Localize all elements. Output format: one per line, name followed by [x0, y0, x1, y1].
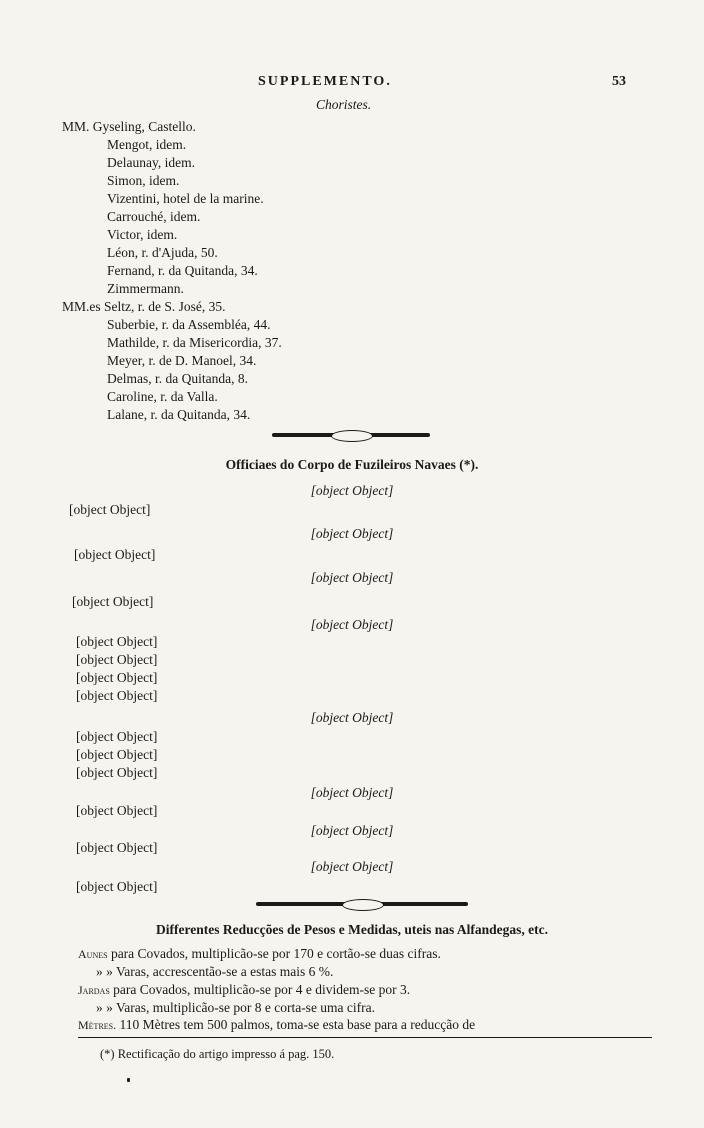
choristes-heading: Choristes.	[316, 97, 372, 112]
chorist-line: MM. Gyseling, Castello.	[62, 119, 196, 134]
ditto-marks: » »	[96, 1000, 113, 1015]
page-number: 53	[612, 74, 626, 89]
chorist-line: MM.es Seltz, r. de S. José, 35.	[62, 299, 226, 314]
reduction-line	[96, 1000, 375, 1016]
officer-line: [object Object]	[76, 765, 158, 780]
reduction-text: Varas, accrescentão-se a estas mais 6 %.	[112, 964, 334, 979]
officer-line: [object Object]	[76, 729, 158, 744]
section-title: Differentes Reducções de Pesos e Medidas, uteis nas Alfandegas, etc.	[156, 922, 548, 937]
chorist-line: Delaunay, idem.	[107, 155, 195, 170]
section-ornament	[272, 433, 430, 437]
chorist-line: Vizentini, hotel de la marine.	[107, 191, 264, 206]
rank-heading: [object Object]	[310, 785, 394, 800]
officer-line: [object Object]	[76, 670, 158, 685]
rank-heading: [object Object]	[310, 526, 394, 541]
reduction-line	[78, 982, 410, 998]
chorist-line: Mathilde, r. da Misericordia, 37.	[107, 335, 282, 350]
reduction-text: para Covados, multiplicão-se por 170 e cortão-se duas cifras.	[107, 946, 441, 961]
officer-line: [object Object]	[76, 803, 158, 818]
chorist-line: Caroline, r. da Valla.	[107, 389, 218, 404]
officer-line: [object Object]	[76, 747, 158, 762]
ditto-marks: » »	[96, 964, 113, 979]
rank-heading: [object Object]	[310, 570, 394, 585]
officer-line: [object Object]	[76, 879, 158, 894]
reduction-text: 110 Mètres tem 500 palmos, toma-se esta base para a reducção de	[116, 1017, 476, 1032]
ink-mark	[127, 1078, 130, 1082]
chorist-line: Victor, idem.	[107, 227, 178, 242]
chorist-line: Simon, idem.	[107, 173, 180, 188]
chorist-line: Meyer, r. de D. Manoel, 34.	[107, 353, 257, 368]
section-ornament	[256, 902, 468, 906]
chorist-line: Lalane, r. da Quitanda, 34.	[107, 407, 251, 422]
reduction-line	[96, 964, 333, 980]
officer-line: [object Object]	[76, 652, 158, 667]
reduction-text: para Covados, multiplicão-se por 4 e dividem-se por 3.	[109, 982, 411, 997]
reduction-line	[78, 1017, 475, 1033]
officer-line: [object Object]	[74, 547, 156, 562]
footnote-rule	[78, 1037, 652, 1038]
footnote: (*) Rectificação do artigo impresso á pag. 150.	[100, 1047, 335, 1061]
rank-heading: [object Object]	[310, 823, 394, 838]
chorist-line: Mengot, idem.	[107, 137, 187, 152]
chorist-line: Léon, r. d'Ajuda, 50.	[107, 245, 218, 260]
rank-heading: [object Object]	[310, 859, 394, 874]
section-title: Officiaes do Corpo de Fuzileiros Navaes (*).	[225, 457, 479, 472]
reduction-line	[78, 946, 441, 962]
officer-line: [object Object]	[76, 634, 158, 649]
reduction-term: Mètres.	[78, 1018, 117, 1032]
chorist-line: Zimmermann.	[107, 281, 184, 296]
rank-heading: [object Object]	[310, 483, 394, 498]
reduction-term: Aunes	[78, 947, 108, 961]
officer-line: [object Object]	[72, 594, 154, 609]
chorist-line: Delmas, r. da Quitanda, 8.	[107, 371, 248, 386]
rank-heading: [object Object]	[310, 617, 394, 632]
rank-heading: [object Object]	[310, 710, 394, 725]
chorist-line: Fernand, r. da Quitanda, 34.	[107, 263, 258, 278]
officer-line: [object Object]	[76, 688, 158, 703]
chorist-line: Carrouché, idem.	[107, 209, 201, 224]
officer-line: [object Object]	[76, 840, 158, 855]
chorist-line: Suberbie, r. da Assembléa, 44.	[107, 317, 271, 332]
reduction-text: Varas, multiplicão-se por 8 e corta-se uma cifra.	[112, 1000, 376, 1015]
reduction-term: Jardas	[78, 983, 110, 997]
running-header: SUPPLEMENTO.	[258, 74, 392, 89]
officer-line: [object Object]	[69, 502, 151, 517]
